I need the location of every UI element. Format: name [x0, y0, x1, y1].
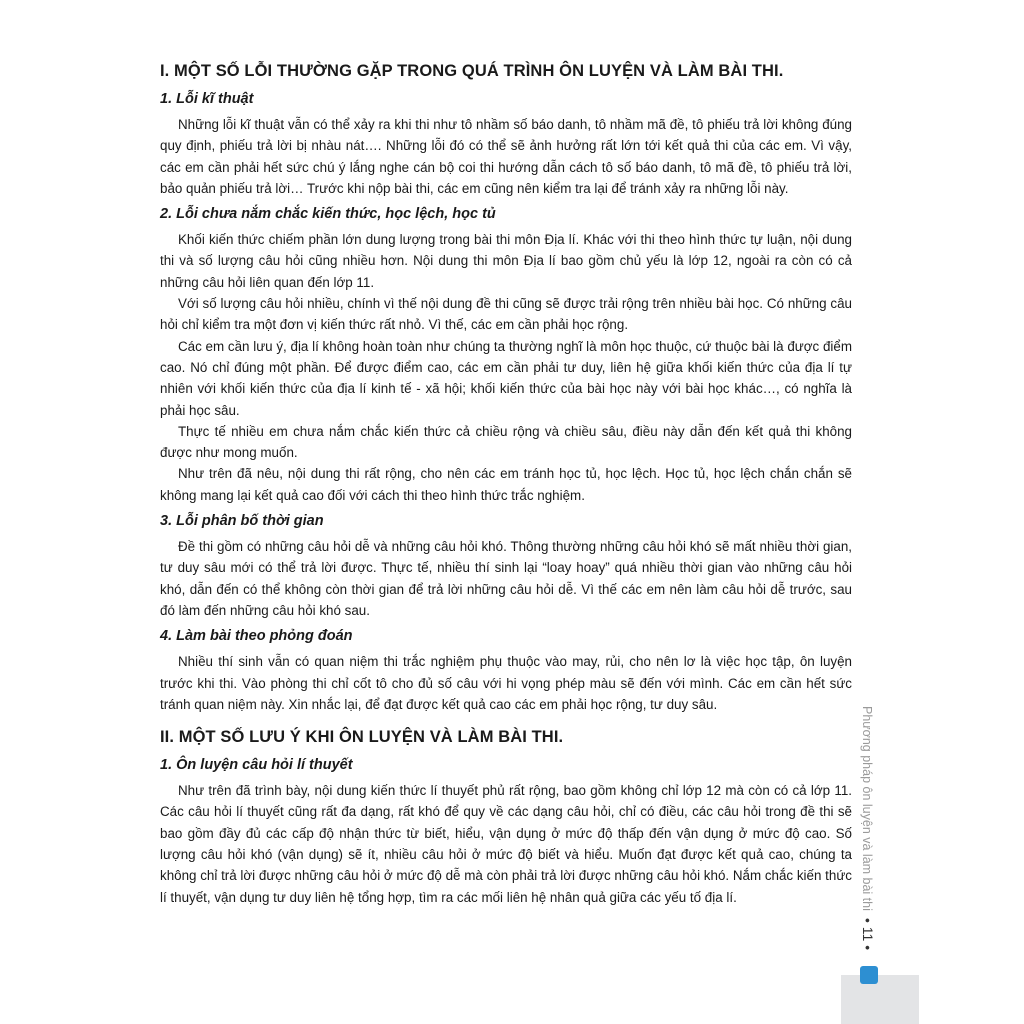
- section-2-heading: II. MỘT SỐ LƯU Ý KHI ÔN LUYỆN VÀ LÀM BÀI THI.: [160, 728, 564, 747]
- paragraph: Với số lượng câu hỏi nhiều, chính vì thế nội dung đề thi cũng sẽ được trải rộng trên nhiều bài học. Có những câu hỏi chỉ kiểm tra một đơn vị kiến thức rất nhỏ. Vì thế, các em cần phải học rộng.: [160, 296, 852, 333]
- paragraph: Như trên đã trình bày, nội dung kiến thức lí thuyết phủ rất rộng, bao gồm không chỉ lớp 12 mà còn có cả lớp 11. Các câu hỏi lí thuyết cũng rất đa dạng, rất khó để quy về các dạng câu hỏi, chỉ có điều, các câu hỏi trong đề thi sẽ bao gồm đầy đủ các cấp độ nhận thức từ biết, hiểu, vận dụng ở mức độ thấp đến vận dụng ở mức độ cao. Số lượng câu hỏi khó (vận dụng) sẽ ít, nhiều câu hỏi ở mức độ biết và hiểu. Muốn đạt được kết quả cao, chúng ta không chỉ trả lời được những câu hỏi ở mức độ dễ mà còn phải trả lời được những câu hỏi khó. Nắm chắc kiến thức lí thuyết, vận dụng tư duy liên hệ tổng hợp, tìm ra các mối liên hệ nhân quả giữa các yếu tố địa lí.: [160, 783, 852, 905]
- subheading-knowledge-errors: 2. Lỗi chưa nắm chắc kiến thức, học lệch, học tủ: [160, 206, 496, 223]
- side-caption-text: Phương pháp ôn luyện và làm bài thi: [860, 706, 874, 911]
- section-1-heading: I. MỘT SỐ LỖI THƯỜNG GẶP TRONG QUÁ TRÌNH ÔN LUYỆN VÀ LÀM BÀI THI.: [160, 62, 784, 80]
- subheading-technical-errors: 1. Lỗi kĩ thuật: [160, 91, 254, 107]
- page-content: [160, 58, 852, 908]
- page-corner-marker: [860, 966, 878, 984]
- paragraph: Những lỗi kĩ thuật vẫn có thể xảy ra khi thi như tô nhầm số báo danh, tô nhầm mã đề, tô phiếu trả lời không đúng quy định, phiếu trả lời bị nhàu nát…. Những lỗi đó có thể sẽ ảnh hưởng rất lớn tới kết quả thi của các em. Vì vậy, các em cần phải hết sức chú ý lắng nghe cán bộ coi thi hướng dẫn cách tô số báo danh, tô mã đề, tô phiếu trả lời, bảo quản phiếu trả lời… Trước khi nộp bài thi, các em cũng nên kiểm tra lại để tránh xảy ra những lỗi này.: [160, 117, 852, 196]
- paragraph: Nhiều thí sinh vẫn có quan niệm thi trắc nghiệm phụ thuộc vào may, rủi, cho nên lơ là việc học tập, ôn luyện trước khi thi. Vào phòng thi chỉ cốt tô cho đủ số câu với hi vọng phép màu sẽ đến với mình. Các em cần hết sức tránh quan niệm này. Xin nhắc lại, để đạt được kết quả cao các em phải học rộng, tư duy sâu.: [160, 654, 852, 712]
- side-caption: [857, 706, 881, 926]
- page-number: [860, 918, 880, 960]
- paragraph: Thực tế nhiều em chưa nắm chắc kiến thức cả chiều rộng và chiều sâu, điều này dẫn đến kết quả thi không được như mong muốn.: [160, 423, 852, 461]
- subheading-theory-review: 1. Ôn luyện câu hỏi lí thuyết: [160, 757, 353, 774]
- subheading-time-allocation: 3. Lỗi phân bố thời gian: [160, 513, 324, 530]
- paragraph: Khối kiến thức chiếm phần lớn dung lượng trong bài thi môn Địa lí. Khác với thi theo hình thức tự luận, nội dung thi và số lượng câu hỏi cũng nhiều hơn. Nội dung thi môn Địa lí bao gồm chủ yếu là lớp 12, ngoài ra còn có cả những câu hỏi liên quan đến lớp 11.: [160, 232, 852, 290]
- subheading-guessing: 4. Làm bài theo phỏng đoán: [160, 628, 353, 645]
- paragraph: Đề thi gồm có những câu hỏi dễ và những câu hỏi khó. Thông thường những câu hỏi khó sẽ mất nhiều thời gian, tư duy sâu mới có thể trả lời được. Thực tế, nhiều thí sinh lại “loay hoay” quá nhiều thời gian vào những câu hỏi khó, dẫn đến có thể không còn thời gian để trả lời những câu hỏi dễ. Vì thế các em nên làm câu hỏi dễ trước, sau đó làm đến những câu hỏi khó sau.: [160, 539, 852, 618]
- page-corner-tab: [841, 975, 919, 1024]
- page-number-text: • 11 •: [860, 918, 876, 951]
- paragraph: Như trên đã nêu, nội dung thi rất rộng, cho nên các em tránh học tủ, học lệch. Học tủ, học lệch chắn chắn sẽ không mang lại kết quả cao đối với cách thi theo hình thức trắc nghiệm.: [160, 466, 852, 503]
- paragraph: Các em cần lưu ý, địa lí không hoàn toàn như chúng ta thường nghĩ là môn học thuộc, cứ thuộc bài là được điểm cao. Nó chỉ đúng một phần. Để được điểm cao, các em cần phải tư duy, liên hệ giữa khối kiến thức của địa lí tự nhiên với khối kiến thức của địa lí kinh tế - xã hội; khối kiến thức của bài học này với bài học khác…, có nghĩa là phải học sâu.: [160, 338, 852, 418]
